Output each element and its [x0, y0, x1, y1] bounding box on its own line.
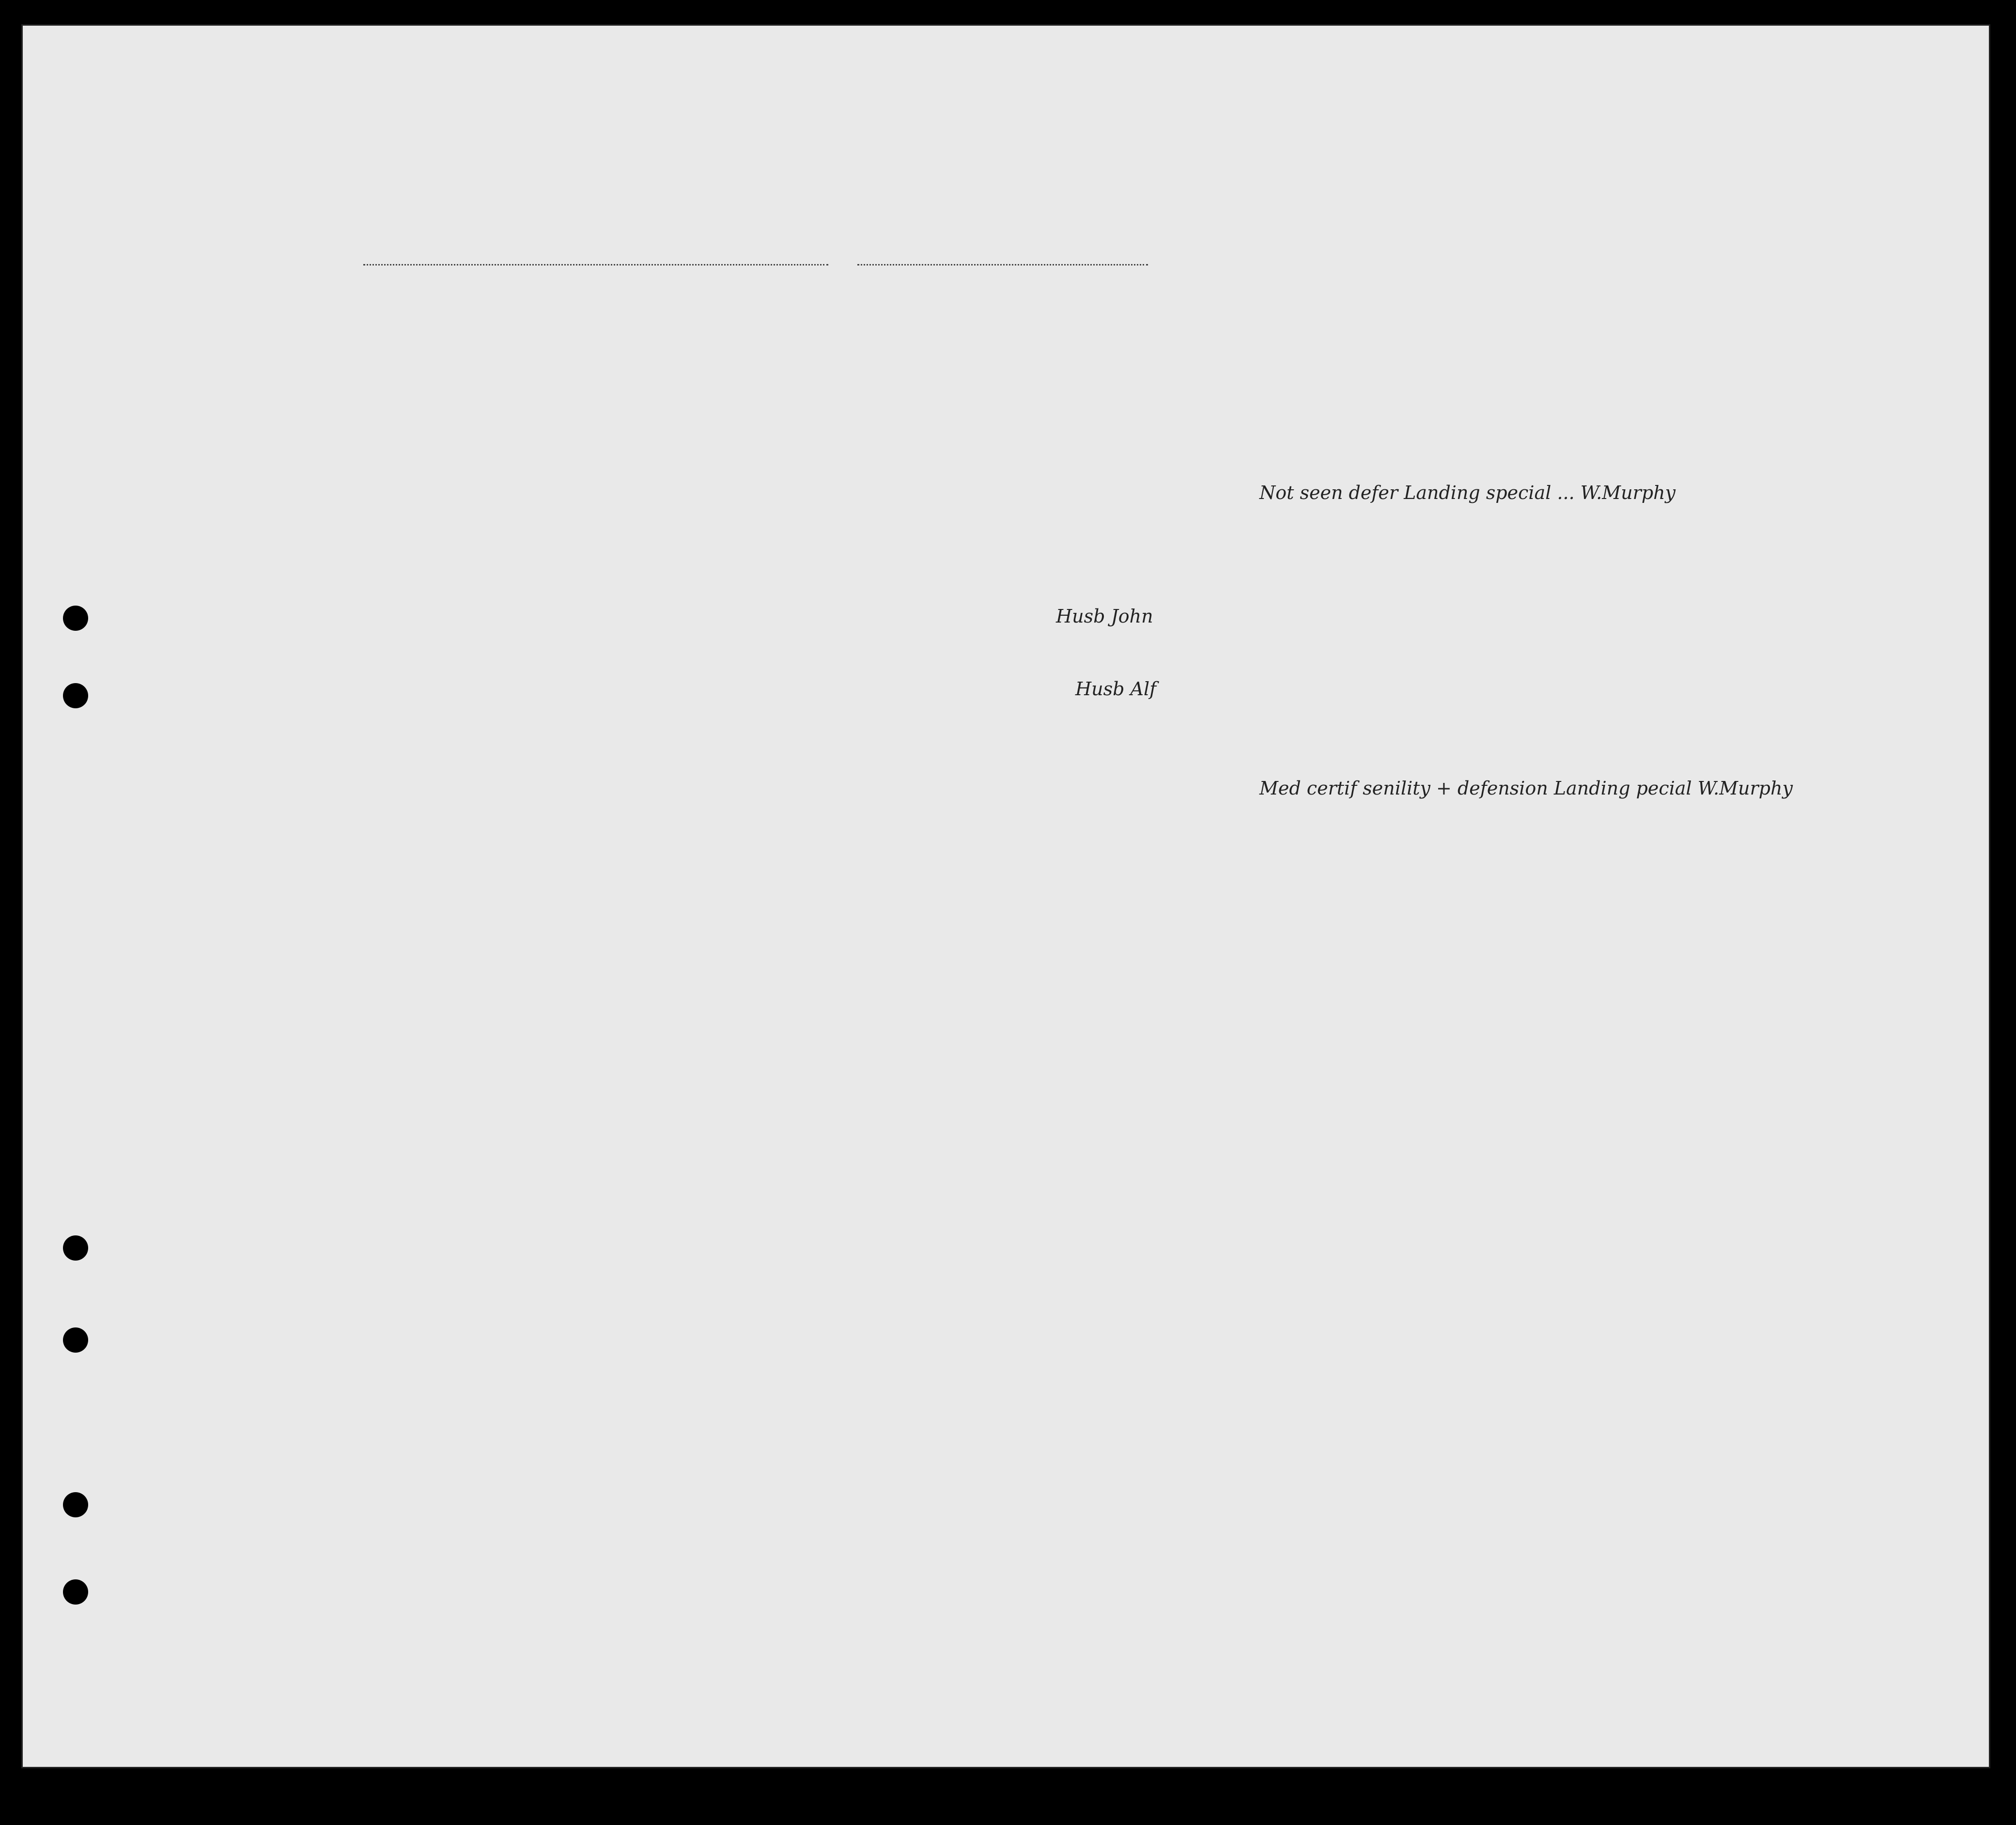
port-dotted-line: [363, 264, 828, 265]
handwritten-annotation-row1: Not seen defer Landing special ... W.Murphy: [1259, 482, 1676, 503]
binder-hole: [63, 683, 88, 708]
binder-hole: [63, 1579, 88, 1605]
binder-hole: [63, 606, 88, 631]
handwritten-annotation-row4: Husb John: [1056, 606, 1153, 627]
date-dotted-line: [857, 264, 1148, 265]
manifest-table: [97, 291, 1947, 1676]
handwritten-annotation-row11: Med certif senility + defension Landing pecial W.Murphy: [1259, 778, 1793, 799]
handwritten-annotation-row6: Husb Alf: [1075, 678, 1157, 700]
binder-hole: [63, 1327, 88, 1353]
binder-hole: [63, 1235, 88, 1261]
binder-hole: [63, 1492, 88, 1517]
